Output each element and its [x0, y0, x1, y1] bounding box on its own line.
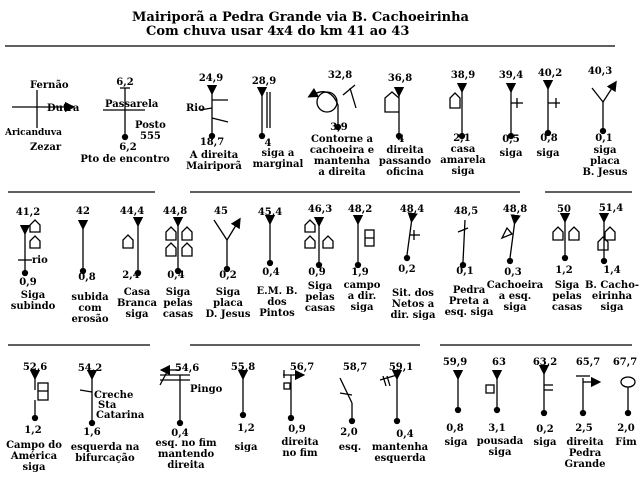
r3c7-km-top: 59,1	[388, 362, 414, 373]
r1c4-caption: siga a marginal	[252, 148, 304, 170]
r2c9-caption: Sit. dos Netos a dir. siga	[390, 288, 436, 321]
r2c3-km-top: 44,4	[119, 206, 145, 217]
r2c12-km-bot: 1,2	[555, 265, 573, 276]
r2c13-cachoeirinha-icon	[598, 218, 615, 264]
r3c1-caption: Campo do América siga	[6, 440, 62, 473]
r2c10-caption: Pedra Preta a esq. siga	[444, 285, 494, 318]
r2c12-casas-icon	[553, 218, 579, 261]
r1c2-label-passarela: Passarela	[105, 99, 159, 110]
r2c13-caption: B. Cacho- eirinha siga	[584, 280, 640, 313]
r3c2-km-top: 54,2	[77, 363, 103, 374]
r1c8-km-top: 39,4	[498, 70, 524, 81]
r1c3-rio-icon	[200, 90, 228, 139]
r1c3-label-rio: Rio	[186, 103, 205, 114]
r1c3-km-top: 24,9	[198, 73, 224, 84]
r3c11-caption: direita Pedra Grande	[564, 437, 606, 470]
r3c1-campo-icon	[33, 375, 49, 421]
r3c10-road-icon	[542, 370, 554, 416]
r3c12-km-top: 67,7	[612, 357, 638, 368]
r1c7-caption: casa amarela siga	[440, 144, 486, 177]
r1c10-fork-icon	[592, 85, 614, 134]
r1c2-caption: Pto de encontro	[80, 154, 170, 165]
r3c5-direita-icon	[283, 370, 300, 421]
r1c2-label-posto: Posto	[135, 120, 166, 131]
r1c5-km-top: 32,8	[327, 70, 353, 81]
r2c1-caption: Siga subindo	[10, 290, 56, 312]
r2c9-km-top: 48,4	[399, 204, 425, 215]
r3c2-km-bot: 1,6	[83, 427, 101, 438]
r3c6-km-bot: 2,0	[340, 427, 358, 438]
r2c2-caption: subida com erosão	[71, 292, 109, 325]
r2c4-caption: Siga pelas casas	[162, 287, 194, 320]
page-title: Mairiporã a Pedra Grande via B. Cachoeirinha	[132, 10, 469, 25]
r3c7-caption: mantenha esquerda	[371, 442, 429, 464]
r3c9-km-bot: 3,1	[488, 423, 506, 434]
r2c4-km-top: 44,8	[162, 206, 188, 217]
r3c2-caption: esquerda na bifurcação	[70, 442, 140, 464]
r2c3-casa-icon	[123, 222, 141, 276]
r3c8-caption: siga	[444, 437, 468, 448]
r2c4-casas-icon	[166, 222, 192, 274]
r2c1-km-top: 41,2	[15, 207, 41, 218]
r3c10-caption: siga	[533, 437, 557, 448]
r3c2-label-catarina: Catarina	[96, 410, 145, 421]
r3c8-km-top: 59,9	[442, 357, 468, 368]
r1c1-label-aricanduva: Aricanduva	[5, 128, 62, 138]
r2c10-km-bot: 0,1	[456, 266, 474, 277]
r3c3-km-top: 54,6	[174, 363, 200, 374]
r1c4-km-top: 28,9	[251, 76, 277, 87]
r2c5-fork-icon	[214, 220, 238, 272]
r3c4-caption: siga	[234, 442, 258, 453]
r1c10-km-bot: 0,1	[595, 133, 613, 144]
r2c6-road-icon	[268, 220, 273, 266]
r3c4-km-bot: 1,2	[237, 423, 255, 434]
r3c7-km-bot: 0,4	[396, 429, 414, 440]
r2c12-km-top: 50	[557, 204, 571, 215]
r3c9-pousada-icon	[486, 375, 500, 413]
r2c10-km-top: 48,5	[453, 206, 479, 217]
r2c3-km-bot: 2,4	[122, 270, 140, 281]
r3c3-caption: esq. no fim mantendo direita	[155, 438, 217, 471]
r1c1-label-dutra: Dutra	[47, 103, 80, 114]
r2c11-km-bot: 0,3	[504, 267, 522, 278]
r2c1-rio-icon	[18, 220, 40, 276]
r3c10-km-bot: 0,2	[536, 424, 554, 435]
r1c10-km-top: 40,3	[587, 66, 613, 77]
r1c1-label-zezar: Zezar	[30, 142, 62, 153]
r1c6-km-bot: 4	[397, 134, 405, 145]
r3c12-caption: Fim	[615, 437, 637, 448]
r1c6-oficina-icon	[385, 92, 402, 139]
r2c2-subida-icon	[81, 225, 86, 274]
r3c2-creche-icon	[80, 375, 95, 426]
r1c6-caption: direita passando oficina	[378, 145, 432, 178]
r3c8-km-bot: 0,8	[446, 423, 464, 434]
r2c3-caption: Casa Branca siga	[116, 287, 158, 320]
r1c4-km-bot: 4	[264, 138, 272, 149]
r1c1-label-fernao: Fernão	[30, 80, 69, 91]
r1c8-caption: siga	[499, 148, 523, 159]
r1c2-km-top: 6,2	[116, 77, 134, 88]
r3c9-km-top: 63	[492, 357, 506, 368]
r3c11-km-top: 65,7	[575, 357, 601, 368]
r3c5-caption: direita no fim	[281, 437, 319, 459]
r1c9-road-icon	[546, 85, 561, 136]
r2c8-campo-icon	[356, 220, 375, 268]
r2c13-km-top: 51,4	[598, 203, 624, 214]
r2c8-km-bot: 1,9	[351, 267, 369, 278]
r3c5-km-top: 56,7	[289, 362, 315, 373]
r3c2-label-sta: Sta	[98, 400, 117, 411]
r1c6-km-top: 36,8	[387, 73, 413, 84]
page-subtitle: Com chuva usar 4x4 do km 41 ao 43	[146, 24, 410, 39]
r2c10-pedra-icon	[458, 220, 468, 268]
r2c11-km-top: 48,8	[502, 204, 528, 215]
r3c11-pedra-grande-icon	[576, 376, 596, 416]
r3c10-km-top: 63,2	[532, 357, 558, 368]
r2c7-km-top: 46,3	[307, 204, 333, 215]
r2c13-km-bot: 1,4	[603, 265, 621, 276]
r2c6-km-top: 45,4	[257, 207, 283, 218]
r1c4-marginal-icon	[260, 92, 271, 139]
r1c7-casa-icon	[450, 88, 465, 139]
r2c2-km-bot: 0,8	[78, 272, 96, 283]
r2c11-cachoeira-icon	[502, 220, 515, 264]
r2c2-km-top: 42	[76, 206, 90, 217]
r2c7-caption: Siga pelas casas	[304, 281, 336, 314]
r3c1-km-top: 52,6	[22, 362, 48, 373]
r3c12-km-bot: 2,0	[617, 423, 635, 434]
r3c1-km-bot: 1,2	[24, 425, 42, 436]
r3c7-esquerda-icon	[380, 375, 400, 424]
r3c2-label-creche: Creche	[94, 390, 134, 401]
r2c7-casas-icon	[305, 220, 333, 268]
r2c1-label-rio: rio	[32, 255, 48, 266]
r2c9-km-bot: 0,2	[398, 264, 416, 275]
r2c6-km-bot: 0,4	[262, 267, 280, 278]
r2c8-km-top: 48,2	[347, 204, 373, 215]
r1c8-road-icon	[509, 88, 524, 139]
r2c12-caption: Siga pelas casas	[551, 280, 583, 313]
r2c5-km-bot: 0,2	[219, 270, 237, 281]
r2c4-km-bot: 0,4	[167, 270, 185, 281]
r1c9-caption: siga	[536, 148, 560, 159]
r3c11-km-bot: 2,5	[575, 423, 593, 434]
r2c11-caption: Cachoeira a esq. siga	[486, 280, 544, 313]
r3c4-road-icon	[241, 375, 246, 418]
r2c6-caption: E.M. B. dos Pintos	[256, 286, 298, 319]
r1c10-caption: siga placa B. Jesus	[582, 145, 628, 178]
r3c8-road-icon	[456, 375, 461, 413]
r1c2-km-bot: 6,2	[119, 142, 137, 153]
r1c3-km-bot: 18,7	[199, 137, 225, 148]
r3c9-caption: pousada siga	[476, 436, 524, 458]
r1c9-km-top: 40,2	[537, 68, 563, 79]
r1c9-km-bot: 0,8	[540, 133, 558, 144]
r3c12-fim-icon	[621, 377, 635, 416]
r2c5-caption: Siga placa D. Jesus	[205, 287, 251, 320]
r2c9-sitio-icon	[405, 218, 421, 261]
r1c8-km-bot: 0,5	[502, 134, 520, 145]
r1c7-km-bot: 2,1	[453, 133, 471, 144]
r2c1-km-bot: 0,9	[19, 277, 37, 288]
r2c7-km-bot: 0,9	[308, 267, 326, 278]
r2c5-km-top: 45	[214, 206, 228, 217]
r3c6-km-top: 58,7	[342, 362, 368, 373]
r1c7-km-top: 38,9	[450, 70, 476, 81]
r3c5-km-bot: 0,9	[288, 424, 306, 435]
r1c5-km-bot: 3,9	[330, 122, 348, 133]
r3c4-km-top: 55,8	[230, 362, 256, 373]
r3c3-pingo-icon	[160, 370, 190, 426]
r3c6-esq-icon	[340, 378, 355, 424]
r1c2-passarela-icon	[103, 88, 145, 140]
r3c3-km-bot: 0,4	[171, 428, 189, 439]
r1c5-caption: Contorne a cachoeira e mantenha a direita	[309, 134, 375, 178]
r1c3-caption: A direita Mairiporã	[186, 150, 242, 172]
r2c8-caption: campo a dir. siga	[343, 280, 381, 313]
r1c2-label-555: 555	[140, 131, 161, 142]
r3c6-caption: esq.	[338, 442, 362, 453]
r3c3-label-pingo: Pingo	[190, 384, 223, 395]
